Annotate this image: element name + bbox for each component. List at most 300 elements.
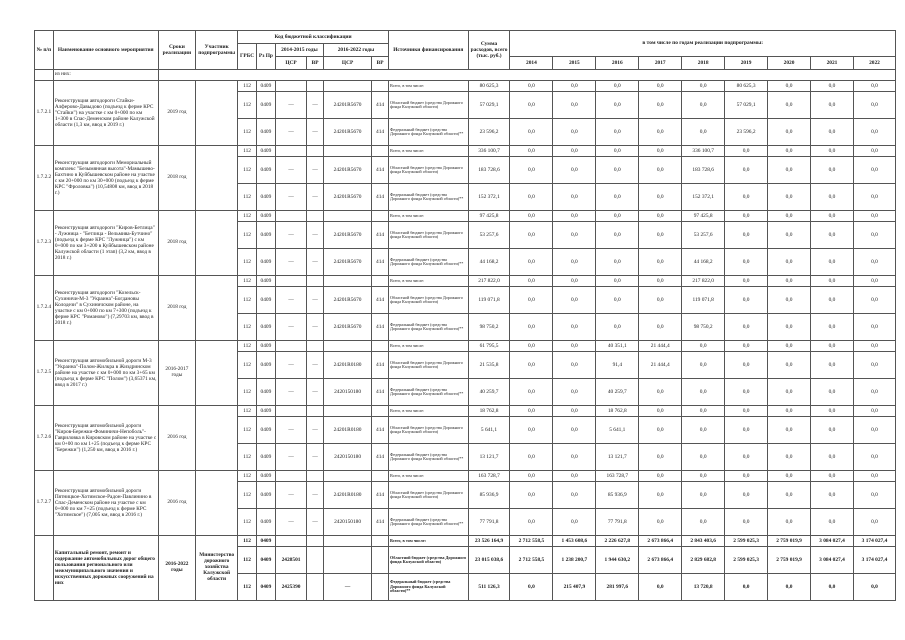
event-participant: [196, 146, 238, 211]
rzpr-code: 0409: [256, 574, 275, 601]
funding-source: Областной бюджет (средства Дорожного фонда Калужской области): [388, 92, 468, 119]
total-amount: 80 625,3: [468, 81, 510, 92]
csr-2016-code: [323, 81, 371, 92]
funding-source: Областной бюджет (средства Дорожного фонда Калужской области): [388, 417, 468, 444]
year-amount-2020: 0,0: [768, 119, 811, 146]
year-amount-2017: 0,0: [639, 119, 682, 146]
csr-2014-code: —: [275, 222, 306, 249]
year-amount-2015: 0,0: [553, 146, 596, 157]
total-amount: 53 257,6: [468, 222, 510, 249]
grbs-code: 112: [238, 222, 257, 249]
year-amount-2016: 5 641,1: [596, 417, 639, 444]
vr-2014-code: [307, 547, 324, 574]
rzpr-code: 0409: [256, 406, 275, 417]
row-number: 1.7.2.7: [35, 471, 54, 536]
year-amount-2016: 40 259,7: [596, 379, 639, 406]
funding-source: Всего, в том числе:: [388, 81, 468, 92]
year-amount-2021: 0,0: [811, 509, 854, 536]
year-amount-2021: 0,0: [811, 222, 854, 249]
csr-2014-code: 2425390: [275, 574, 306, 601]
total-amount: 336 100,7: [468, 146, 510, 157]
year-amount-2020: 0,0: [768, 146, 811, 157]
row-number: 1.7.2.1: [35, 81, 54, 146]
csr-2016-code: [323, 211, 371, 222]
year-amount-2019: 0,0: [725, 184, 768, 211]
event-term: 2018 год: [158, 276, 196, 341]
grbs-code: 112: [238, 287, 257, 314]
year-amount-2017: 0,0: [639, 509, 682, 536]
event-term: 2018 год: [158, 146, 196, 211]
grbs-code: 112: [238, 417, 257, 444]
year-amount-2017: 21 444,4: [639, 341, 682, 352]
year-amount-2020: 2 759 019,9: [768, 536, 811, 547]
total-amount: 152 372,1: [468, 184, 510, 211]
year-amount-2019: 80 625,3: [725, 81, 768, 92]
year-amount-2016: 0,0: [596, 314, 639, 341]
header-year-2014: 2014: [510, 57, 553, 70]
year-amount-2015: 0,0: [553, 81, 596, 92]
year-amount-2021: 0,0: [811, 249, 854, 276]
year-amount-2019: 0,0: [725, 574, 768, 601]
year-amount-2015: 0,0: [553, 471, 596, 482]
year-amount-2014: 0,0: [510, 146, 553, 157]
year-amount-2018: 44 168,2: [682, 249, 725, 276]
csr-2016-code: 2420150180: [323, 379, 371, 406]
year-amount-2014: 0,0: [510, 184, 553, 211]
year-amount-2017: 0,0: [639, 471, 682, 482]
event-name: Реконструкция автомобильной дороги "Киров-Бережки-Фоминичи-Непоболь"-Гавриловка в Кировском районе на участке с км 0+00 по км 1+25 (подъезд к ферме КРС "Бережки") (1,250 км, ввод в 2016 г.): [53, 406, 158, 471]
csr-2016-code: 24201R5670: [323, 222, 371, 249]
year-amount-2019: 0,0: [725, 222, 768, 249]
year-amount-2022: 0,0: [853, 509, 895, 536]
year-amount-2018: 152 372,1: [682, 184, 725, 211]
event-term: 2016 год: [158, 406, 196, 471]
year-amount-2014: 0,0: [510, 341, 553, 352]
event-name: Реконструкция автодороги "Козельск-Сухиничи-М-3 "Украина"-Богдановы Колодези" в Сухиничском районе, на участке с км 0+000 по км 7+300 (подъезд к ферме КРС "Романово") (7,29703 км, ввод в 2018 г.): [53, 276, 158, 341]
year-amount-2018: 97 425,8: [682, 211, 725, 222]
grbs-code: 112: [238, 471, 257, 482]
event-participant: [196, 211, 238, 276]
header-sources: Источники финансирования: [388, 31, 468, 70]
csr-2014-code: —: [275, 379, 306, 406]
rzpr-code: 0409: [256, 547, 275, 574]
event-term: 2016-2022 годы: [158, 536, 196, 601]
year-amount-2021: 0,0: [811, 157, 854, 184]
event-term: 2016 год: [158, 471, 196, 536]
csr-2016-code: 24201R0180: [323, 417, 371, 444]
year-amount-2021: 3 084 027,4: [811, 536, 854, 547]
funding-source: Областной бюджет (средства Дорожного фонда Калужской области): [388, 547, 468, 574]
event-name: Реконструкция автомобильной дороги М-3 "Украина"-Полом-Жилкра в Жиздринском районе на участке с км 0+000 по км 3+65 км (подъезд к ферме КРС "Полом") (3,65371 км, ввод в 2017 г.): [53, 341, 158, 406]
year-amount-2017: 0,0: [639, 574, 682, 601]
year-amount-2014: 0,0: [510, 417, 553, 444]
year-amount-2020: 0,0: [768, 276, 811, 287]
csr-2014-code: —: [275, 92, 306, 119]
year-amount-2016: 0,0: [596, 146, 639, 157]
year-amount-2015: 0,0: [553, 314, 596, 341]
year-amount-2017: 0,0: [639, 444, 682, 471]
year-amount-2015: 0,0: [553, 222, 596, 249]
year-amount-2016: 13 121,7: [596, 444, 639, 471]
year-amount-2015: 0,0: [553, 184, 596, 211]
header-2014-2015: 2014-2015 годы: [275, 44, 323, 57]
rzpr-code: 0409: [256, 157, 275, 184]
csr-2016-code: 2420150180: [323, 509, 371, 536]
year-amount-2019: 2 599 025,3: [725, 536, 768, 547]
csr-2016-code: [323, 547, 371, 574]
year-amount-2021: 0,0: [811, 482, 854, 509]
year-amount-2018: 336 100,7: [682, 146, 725, 157]
table-row: [35, 471, 896, 482]
csr-2016-code: 24201R0180: [323, 352, 371, 379]
vr-2016-code: 414: [372, 119, 389, 146]
year-amount-2018: 0,0: [682, 406, 725, 417]
header-participants: Участник подпрограммы: [196, 31, 238, 70]
total-amount: 217 822,0: [468, 276, 510, 287]
year-amount-2014: 0,0: [510, 222, 553, 249]
row-number: 1.7.2.4: [35, 276, 54, 341]
year-amount-2020: 0,0: [768, 417, 811, 444]
total-amount: 18 762,8: [468, 406, 510, 417]
vr-2016-code: 414: [372, 352, 389, 379]
header-year-2015: 2015: [553, 57, 596, 70]
funding-source: Всего, в том числе:: [388, 146, 468, 157]
rzpr-code: 0409: [256, 287, 275, 314]
year-amount-2017: 0,0: [639, 417, 682, 444]
vr-2014-code: —: [307, 444, 324, 471]
event-term: 2019 год: [158, 81, 196, 146]
vr-2016-code: [372, 536, 389, 547]
total-amount: 77 791,8: [468, 509, 510, 536]
csr-2014-code: [275, 211, 306, 222]
vr-2016-code: [372, 574, 389, 601]
year-amount-2014: 0,0: [510, 211, 553, 222]
year-amount-2015: 215 407,9: [553, 574, 596, 601]
year-amount-2019: 0,0: [725, 249, 768, 276]
year-amount-2021: 0,0: [811, 574, 854, 601]
event-term: 2018 год: [158, 211, 196, 276]
table-row: [35, 406, 896, 417]
year-amount-2019: 0,0: [725, 471, 768, 482]
year-amount-2022: 0,0: [853, 406, 895, 417]
year-amount-2017: 21 444,4: [639, 352, 682, 379]
header-year-2017: 2017: [639, 57, 682, 70]
year-amount-2022: 0,0: [853, 184, 895, 211]
row-number: [35, 536, 54, 601]
table-row: [35, 211, 896, 222]
year-amount-2016: 1 944 630,2: [596, 547, 639, 574]
year-amount-2022: 0,0: [853, 471, 895, 482]
funding-source: Федеральный бюджет (средства Дорожного фонда Калужской области)**: [388, 184, 468, 211]
year-amount-2017: 2 673 866,4: [639, 536, 682, 547]
csr-2014-code: —: [275, 184, 306, 211]
year-amount-2018: 0,0: [682, 119, 725, 146]
grbs-code: 112: [238, 379, 257, 406]
grbs-code: 112: [238, 92, 257, 119]
year-amount-2022: 0,0: [853, 482, 895, 509]
year-amount-2016: 0,0: [596, 249, 639, 276]
header-csr-1: ЦСР: [275, 57, 306, 70]
year-amount-2016: 0,0: [596, 184, 639, 211]
csr-2016-code: 24201R0180: [323, 482, 371, 509]
row-number: 1.7.2.3: [35, 211, 54, 276]
vr-2016-code: [372, 211, 389, 222]
funding-source: Областной бюджет (средства Дорожного фонда Калужской области): [388, 222, 468, 249]
header-vr-1: ВР: [307, 57, 324, 70]
year-amount-2015: 0,0: [553, 287, 596, 314]
header-year-2016: 2016: [596, 57, 639, 70]
year-amount-2021: 0,0: [811, 287, 854, 314]
grbs-code: 112: [238, 352, 257, 379]
year-amount-2021: 0,0: [811, 314, 854, 341]
funding-source: Областной бюджет (средства Дорожного фонда Калужской области): [388, 287, 468, 314]
header-num: № п/п: [35, 31, 54, 70]
year-amount-2020: 0,0: [768, 92, 811, 119]
year-amount-2018: 53 257,6: [682, 222, 725, 249]
year-amount-2022: 0,0: [853, 352, 895, 379]
year-amount-2016: 40 351,1: [596, 341, 639, 352]
table-row: [35, 146, 896, 157]
row-number: 1.7.2.5: [35, 341, 54, 406]
year-amount-2016: 0,0: [596, 287, 639, 314]
total-amount: 44 168,2: [468, 249, 510, 276]
rzpr-code: 0409: [256, 184, 275, 211]
year-amount-2022: 0,0: [853, 92, 895, 119]
year-amount-2020: 0,0: [768, 211, 811, 222]
vr-2014-code: —: [307, 352, 324, 379]
year-amount-2020: 0,0: [768, 471, 811, 482]
grbs-code: 112: [238, 184, 257, 211]
csr-2014-code: [275, 276, 306, 287]
csr-2016-code: [323, 146, 371, 157]
year-amount-2016: 0,0: [596, 119, 639, 146]
year-amount-2014: 0,0: [510, 287, 553, 314]
year-amount-2014: 0,0: [510, 119, 553, 146]
total-amount: 98 750,2: [468, 314, 510, 341]
year-amount-2022: 0,0: [853, 287, 895, 314]
csr-2014-code: —: [275, 509, 306, 536]
csr-2016-code: 2420150180: [323, 444, 371, 471]
rzpr-code: 0409: [256, 146, 275, 157]
year-amount-2017: 0,0: [639, 92, 682, 119]
event-participant: Министерство дорожного хозяйства Калужской области: [196, 536, 238, 601]
year-amount-2019: 0,0: [725, 352, 768, 379]
year-amount-2017: 0,0: [639, 249, 682, 276]
year-amount-2019: 0,0: [725, 341, 768, 352]
year-amount-2021: 0,0: [811, 379, 854, 406]
year-amount-2022: 0,0: [853, 211, 895, 222]
csr-2016-code: 24201R5670: [323, 157, 371, 184]
header-grbs: ГРБС: [238, 44, 257, 70]
year-amount-2020: 0,0: [768, 81, 811, 92]
rzpr-code: 0409: [256, 352, 275, 379]
grbs-code: 112: [238, 536, 257, 547]
year-amount-2019: 0,0: [725, 444, 768, 471]
year-amount-2019: 0,0: [725, 157, 768, 184]
year-amount-2016: 163 728,7: [596, 471, 639, 482]
csr-2016-code: 24201R5670: [323, 184, 371, 211]
year-amount-2017: 0,0: [639, 146, 682, 157]
vr-2014-code: [307, 536, 324, 547]
year-amount-2016: 0,0: [596, 276, 639, 287]
year-amount-2018: 2 843 403,6: [682, 536, 725, 547]
csr-2016-code: [323, 406, 371, 417]
year-amount-2022: 0,0: [853, 379, 895, 406]
funding-source: Областной бюджет (средства Дорожного фонда Калужской области): [388, 482, 468, 509]
rzpr-code: 0409: [256, 341, 275, 352]
vr-2016-code: 414: [372, 417, 389, 444]
year-amount-2014: 0,0: [510, 276, 553, 287]
funding-source: Всего, в том числе:: [388, 276, 468, 287]
year-amount-2014: 0,0: [510, 574, 553, 601]
vr-2016-code: [372, 341, 389, 352]
year-amount-2015: 0,0: [553, 482, 596, 509]
year-amount-2022: 0,0: [853, 222, 895, 249]
year-amount-2021: 0,0: [811, 276, 854, 287]
year-amount-2019: 2 599 025,3: [725, 547, 768, 574]
year-amount-2018: 119 071,8: [682, 287, 725, 314]
vr-2016-code: 414: [372, 287, 389, 314]
funding-source: Всего, в том числе:: [388, 341, 468, 352]
vr-2014-code: —: [307, 379, 324, 406]
year-amount-2020: 0,0: [768, 184, 811, 211]
budget-table: [34, 30, 896, 601]
header-year-2019: 2019: [725, 57, 768, 70]
year-amount-2020: 2 759 019,9: [768, 547, 811, 574]
year-amount-2017: 0,0: [639, 314, 682, 341]
table-row: [35, 276, 896, 287]
event-term: 2016-2017 годы: [158, 341, 196, 406]
total-amount: 5 641,1: [468, 417, 510, 444]
csr-2016-code: —: [323, 574, 371, 601]
grbs-code: 112: [238, 249, 257, 276]
vr-2016-code: [372, 547, 389, 574]
year-amount-2021: 0,0: [811, 211, 854, 222]
year-amount-2014: 0,0: [510, 379, 553, 406]
year-amount-2020: 0,0: [768, 157, 811, 184]
header-csr-2: ЦСР: [323, 57, 371, 70]
vr-2016-code: 414: [372, 444, 389, 471]
year-amount-2022: 3 174 027,4: [853, 547, 895, 574]
header-event: Наименование основного мероприятия: [53, 31, 158, 70]
year-amount-2014: 0,0: [510, 92, 553, 119]
header-year-2022: 2022: [853, 57, 895, 70]
vr-2016-code: [372, 81, 389, 92]
rzpr-code: 0409: [256, 92, 275, 119]
vr-2014-code: [307, 471, 324, 482]
csr-2016-code: 24201R5670: [323, 119, 371, 146]
vr-2014-code: —: [307, 314, 324, 341]
event-participant: [196, 471, 238, 536]
vr-2014-code: —: [307, 184, 324, 211]
year-amount-2021: 0,0: [811, 444, 854, 471]
funding-source: Федеральный бюджет (средства Дорожного фонда Калужской области)**: [388, 379, 468, 406]
csr-2016-code: [323, 341, 371, 352]
rzpr-code: 0409: [256, 81, 275, 92]
vr-2014-code: —: [307, 157, 324, 184]
year-amount-2020: 0,0: [768, 222, 811, 249]
year-amount-2014: 0,0: [510, 471, 553, 482]
year-amount-2014: 0,0: [510, 81, 553, 92]
grbs-code: 112: [238, 406, 257, 417]
vr-2016-code: 414: [372, 509, 389, 536]
csr-2014-code: [275, 341, 306, 352]
year-amount-2020: 0,0: [768, 287, 811, 314]
event-participant: [196, 341, 238, 406]
total-amount: 119 071,8: [468, 287, 510, 314]
year-amount-2017: 0,0: [639, 184, 682, 211]
year-amount-2017: 0,0: [639, 157, 682, 184]
rzpr-code: 0409: [256, 249, 275, 276]
year-amount-2014: 2 712 558,5: [510, 547, 553, 574]
year-amount-2022: 0,0: [853, 157, 895, 184]
year-amount-2014: 2 712 558,5: [510, 536, 553, 547]
vr-2016-code: 414: [372, 249, 389, 276]
year-amount-2017: 2 673 866,4: [639, 547, 682, 574]
year-amount-2016: 91,4: [596, 352, 639, 379]
vr-2014-code: [307, 574, 324, 601]
year-amount-2016: 281 997,6: [596, 574, 639, 601]
grbs-code: 112: [238, 211, 257, 222]
csr-2014-code: 2428501: [275, 547, 306, 574]
year-amount-2020: 0,0: [768, 249, 811, 276]
vr-2016-code: [372, 406, 389, 417]
rzpr-code: 0409: [256, 471, 275, 482]
year-amount-2017: 0,0: [639, 482, 682, 509]
header-2016-2022: 2016-2022 годы: [323, 44, 388, 57]
year-amount-2020: 0,0: [768, 444, 811, 471]
funding-source: Федеральный бюджет (средства Дорожного фонда Калужской области)**: [388, 509, 468, 536]
year-amount-2014: 0,0: [510, 157, 553, 184]
vr-2016-code: 414: [372, 222, 389, 249]
year-amount-2015: 0,0: [553, 341, 596, 352]
year-amount-2021: 0,0: [811, 81, 854, 92]
year-amount-2017: 0,0: [639, 276, 682, 287]
year-amount-2019: 0,0: [725, 211, 768, 222]
vr-2016-code: 414: [372, 482, 389, 509]
year-amount-2014: 0,0: [510, 352, 553, 379]
header-by-years: в том числе по годам реализации подпрограммы:: [510, 31, 896, 57]
vr-2014-code: [307, 341, 324, 352]
year-amount-2015: 0,0: [553, 119, 596, 146]
rzpr-code: 0409: [256, 536, 275, 547]
year-amount-2022: 0,0: [853, 417, 895, 444]
funding-source: Всего, в том числе:: [388, 406, 468, 417]
table-header: [35, 31, 896, 70]
year-amount-2014: 0,0: [510, 249, 553, 276]
csr-2014-code: —: [275, 119, 306, 146]
header-total: Сумма расходов, всего (тыс. руб.): [468, 31, 510, 70]
csr-2014-code: —: [275, 249, 306, 276]
year-amount-2019: 0,0: [725, 482, 768, 509]
year-amount-2016: 0,0: [596, 92, 639, 119]
funding-source: Федеральный бюджет (средства Дорожного фонда Калужской области)**: [388, 314, 468, 341]
rzpr-code: 0409: [256, 379, 275, 406]
event-participant: [196, 276, 238, 341]
vr-2014-code: —: [307, 119, 324, 146]
year-amount-2020: 0,0: [768, 406, 811, 417]
event-participant: [196, 406, 238, 471]
total-amount: 21 535,8: [468, 352, 510, 379]
year-amount-2018: 0,0: [682, 379, 725, 406]
csr-2014-code: —: [275, 287, 306, 314]
year-amount-2015: 0,0: [553, 211, 596, 222]
grbs-code: 112: [238, 119, 257, 146]
year-amount-2017: 0,0: [639, 222, 682, 249]
vr-2016-code: [372, 471, 389, 482]
year-amount-2019: 0,0: [725, 276, 768, 287]
total-amount: 23 596,2: [468, 119, 510, 146]
